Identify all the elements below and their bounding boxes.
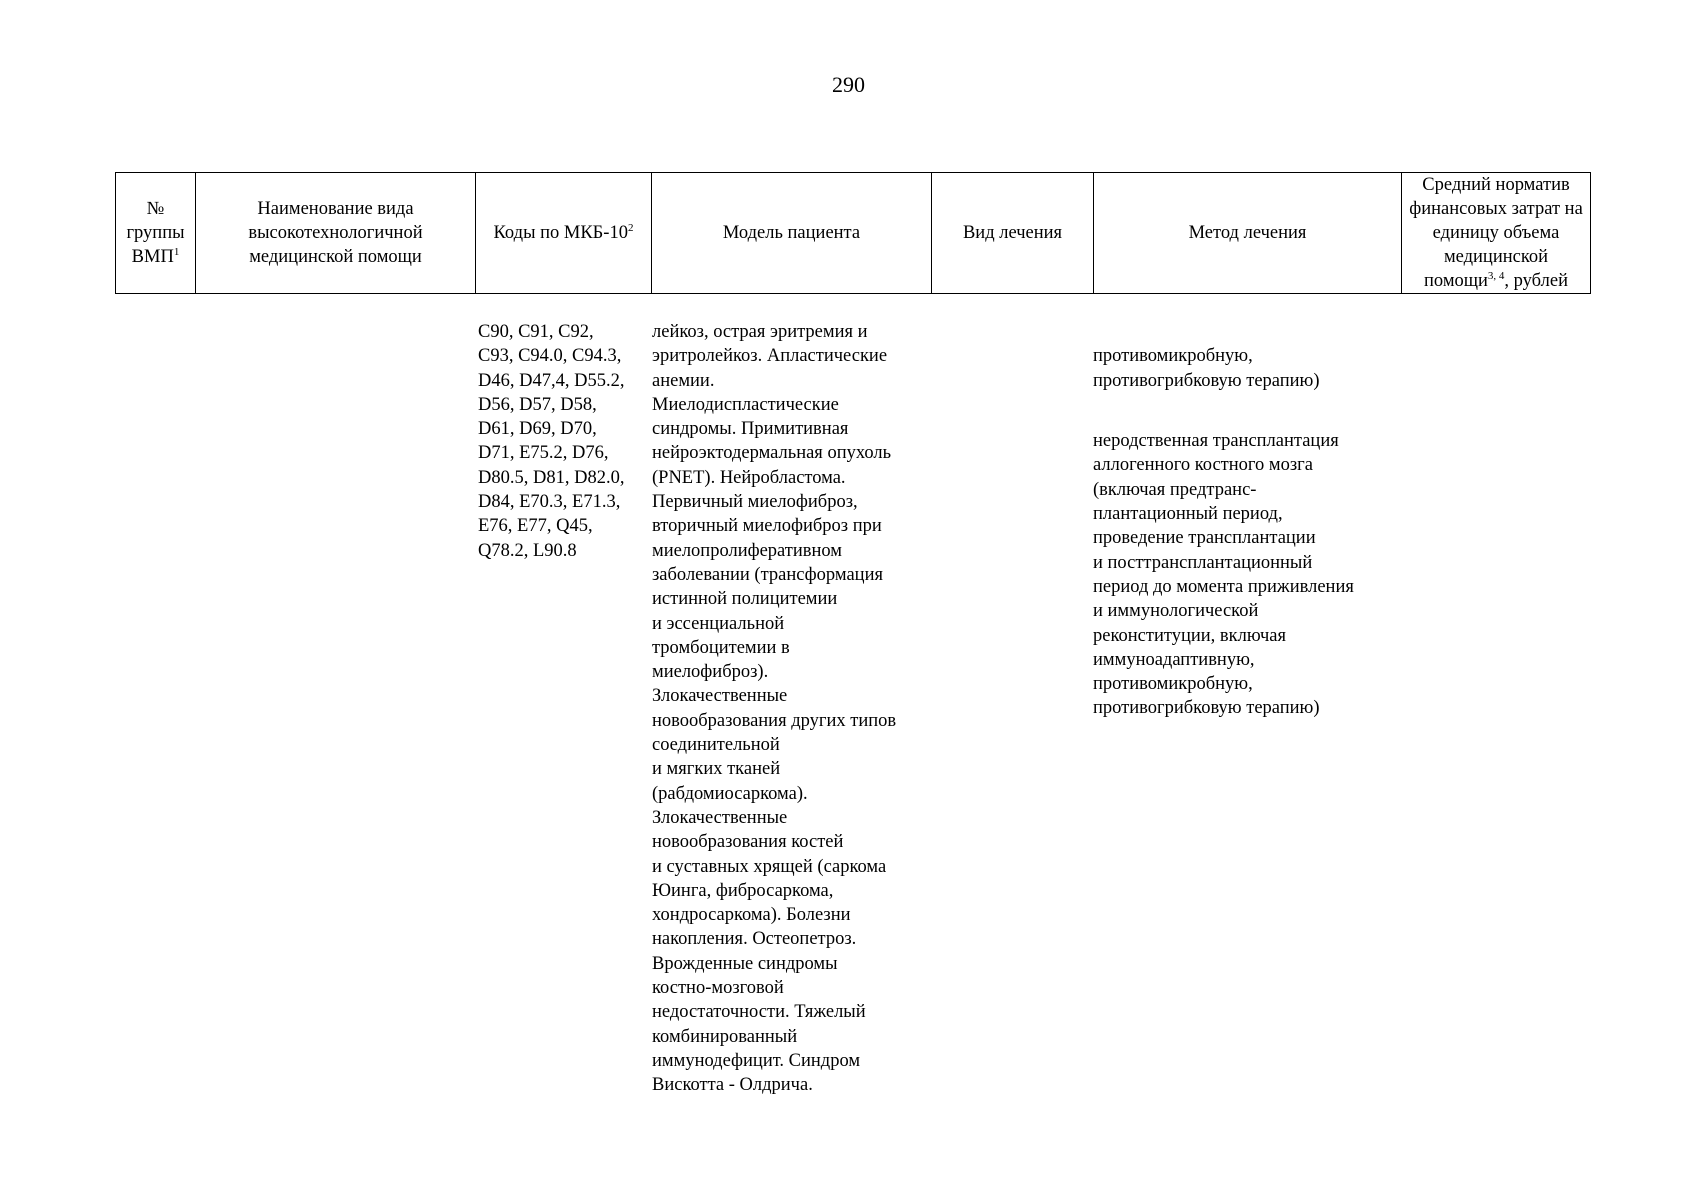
treatment-method-next: неродственная трансплантация аллогенного костного мозга (включая предтранс- плантационный период, проведение трансплантации и посттрансплантационный период до момента приживления и иммунологической реконституции, включая иммуноадаптивную, противомикробную, противогрибковую терапию) (1093, 431, 1354, 719)
header-group-number (116, 173, 196, 294)
header-cost-standard (1402, 173, 1591, 294)
footnote-marker: 2 (627, 221, 634, 234)
footnote-marker: 1 (173, 245, 180, 258)
table-header (115, 172, 1591, 294)
header-cost-standard-unit: , рублей (1504, 271, 1568, 291)
header-cost-standard-text: Средний норматив финансовых затрат на единицу объема медицинской помощи (1409, 175, 1583, 291)
header-icd-codes (476, 173, 652, 294)
header-treatment-method-text: Метод лечения (1188, 223, 1307, 243)
header-patient-model (652, 173, 932, 294)
header-patient-model-text: Модель пациента (722, 223, 861, 243)
header-treatment-type-text: Вид лечения (962, 223, 1063, 243)
treatment-method-continued: противомикробную, противогрибковую терапию) (1093, 346, 1320, 391)
patient-model-cell: лейкоз, острая эритремия и эритролейкоз. Апластические анемии. Миелодиспластические синдромы. Примитивная нейроэктодермальная опухоль (PNET). Нейробластома. Первичный миелофиброз, вторичный миелофиброз при миелопролиферативном заболевании (трансформация истинной полицитемии и эссенциальной тромбоцитемии в миелофиброз). Злокачественные новообразования других типов соединительной и мягких тканей (рабдомиосаркома). Злокачественные новообразования костей и суставных хрящей (саркома Юинга, фибросаркома, хондросаркома). Болезни накопления. Остеопетроз. Врожденные синдромы костно-мозговой недостаточности. Тяжелый комбинированный иммунодефицит. Синдром Вискотта - Олдрича. (652, 322, 897, 1096)
header-treatment-method (1094, 173, 1402, 294)
treatment-method-cell (1093, 320, 1393, 745)
page-number: 290 (832, 72, 865, 97)
icd-codes-cell: C90, C91, C92, C93, C94.0, C94.3, D46, D47,4, D55.2, D56, D57, D58, D61, D69, D70, D71, E75.2, D76, D80.5, D81, D82.0, D84, E70.3, E71.3, E76, E77, Q45, Q78.2, L90.8 (478, 322, 625, 561)
header-icd-codes-text: Коды по МКБ-10 (493, 223, 628, 243)
header-group-number-text: № группы ВМП (126, 199, 185, 267)
header-care-name-text: Наименование вида высокотехнологичной медицинской помощи (248, 199, 423, 267)
footnote-marker: 3, 4 (1487, 269, 1505, 282)
header-treatment-type (932, 173, 1094, 294)
header-care-name (196, 173, 476, 294)
